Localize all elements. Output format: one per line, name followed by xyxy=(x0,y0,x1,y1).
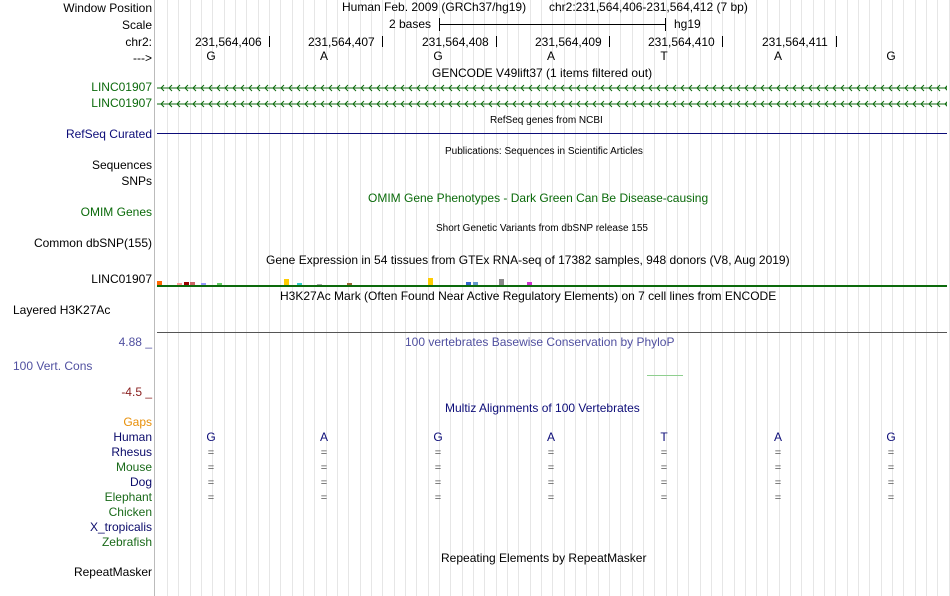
alignment-match: = xyxy=(660,462,668,474)
track-label-omim-genes[interactable]: OMIM Genes xyxy=(80,205,152,219)
species-label-chicken[interactable]: Chicken xyxy=(108,505,152,519)
alignment-match: = xyxy=(660,447,668,459)
strand-label[interactable]: ---> xyxy=(133,51,152,65)
repeatmasker-track-title: Repeating Elements by RepeatMasker xyxy=(441,551,647,565)
gtex-bar-graph[interactable] xyxy=(157,276,947,285)
alignment-base-human: T xyxy=(660,430,668,444)
species-label-zebrafish[interactable]: Zebrafish xyxy=(101,535,152,549)
species-label-gaps[interactable]: Gaps xyxy=(123,415,152,429)
ruler-position-label: 231,564,411 xyxy=(762,35,828,49)
ruler-position-label: 231,564,406 xyxy=(195,35,262,49)
alignment-match: = xyxy=(887,462,895,474)
scale-bar xyxy=(439,24,665,25)
assembly-text: Human Feb. 2009 (GRCh37/hg19) xyxy=(342,0,527,14)
track-label-100-vert-cons[interactable]: 100 Vert. Cons xyxy=(13,359,93,373)
species-label-elephant[interactable]: Elephant xyxy=(104,490,152,504)
phylop-max-label: 4.88 _ xyxy=(118,335,152,349)
track-label-refseq-curated[interactable]: RefSeq Curated xyxy=(65,127,152,141)
alignment-match: = xyxy=(547,477,555,489)
species-label-human[interactable]: Human xyxy=(113,430,152,444)
phylop-track-title: 100 vertebrates Basewise Conservation by PhyloP xyxy=(405,335,675,349)
scale-text: 2 bases xyxy=(389,17,432,31)
ruler-position-label: 231,564,410 xyxy=(648,35,715,49)
dna-base: A xyxy=(546,49,555,63)
species-label-dog[interactable]: Dog xyxy=(129,475,152,489)
alignment-match: = xyxy=(434,477,442,489)
gencode-track-title: GENCODE V49lift37 (1 items filtered out) xyxy=(432,66,653,80)
gtex-baseline xyxy=(157,285,947,287)
alignment-match: = xyxy=(320,492,328,504)
alignment-base-human: G xyxy=(886,430,896,444)
scale-bar-right-cap xyxy=(665,18,666,31)
species-label-rhesus[interactable]: Rhesus xyxy=(111,445,152,459)
omim-track-title: OMIM Gene Phenotypes - Dark Green Can Be Disease-causing xyxy=(368,191,709,205)
alignment-match: = xyxy=(434,492,442,504)
gtex-tissue-bar[interactable] xyxy=(428,278,433,285)
alignment-match: = xyxy=(547,462,555,474)
alignment-match: = xyxy=(547,492,555,504)
ruler-position-label: 231,564,407 xyxy=(308,35,375,49)
position-text: chr2:231,564,406-231,564,412 (7 bp) xyxy=(549,0,748,14)
ruler-tick xyxy=(609,36,610,47)
genome-browser-track-area[interactable] xyxy=(155,0,950,596)
alignment-match: = xyxy=(207,447,215,459)
dna-base: G xyxy=(433,49,443,63)
ruler-position-label: 231,564,408 xyxy=(422,35,489,49)
track-label-repeatmasker[interactable]: RepeatMasker xyxy=(73,565,152,579)
track-label-layered-h3k27ac[interactable]: Layered H3K27Ac xyxy=(13,303,111,317)
alignment-match: = xyxy=(660,492,668,504)
publications-track-title: Publications: Sequences in Scientific Articles xyxy=(445,146,643,157)
alignment-match: = xyxy=(320,462,328,474)
track-label-sequences[interactable]: Sequences xyxy=(91,158,152,172)
dna-base: G xyxy=(206,49,216,63)
dna-base: A xyxy=(319,49,328,63)
track-labels-panel xyxy=(0,0,154,596)
scale-label: Scale xyxy=(121,18,152,32)
h3k27ac-track-title: H3K27Ac Mark (Often Found Near Active Regulatory Elements) on 7 cell lines from ENCODE xyxy=(280,289,777,303)
dbsnp-track-title: Short Genetic Variants from dbSNP release 155 xyxy=(436,223,648,234)
ruler-tick xyxy=(836,36,837,47)
alignment-match: = xyxy=(774,462,782,474)
alignment-match: = xyxy=(887,447,895,459)
ruler-position-label: 231,564,409 xyxy=(535,35,602,49)
species-label-x-tropicalis[interactable]: X_tropicalis xyxy=(89,520,152,534)
refseq-gene-line[interactable] xyxy=(157,133,947,134)
multiz-track-title: Multiz Alignments of 100 Vertebrates xyxy=(445,401,640,415)
track-label-linc01907-2[interactable]: LINC01907 xyxy=(91,96,152,110)
alignment-base-human: G xyxy=(433,430,443,444)
linc01907-gene-2[interactable] xyxy=(157,100,947,108)
alignment-match: = xyxy=(774,477,782,489)
alignment-match: = xyxy=(774,492,782,504)
alignment-match: = xyxy=(660,477,668,489)
alignment-match: = xyxy=(434,462,442,474)
dna-base: A xyxy=(773,49,782,63)
alignment-base-human: A xyxy=(773,430,782,444)
species-label-mouse[interactable]: Mouse xyxy=(115,460,152,474)
track-label-snps[interactable]: SNPs xyxy=(121,174,152,188)
alignment-base-human: G xyxy=(206,430,216,444)
refseq-track-title: RefSeq genes from NCBI xyxy=(490,115,603,126)
alignment-match: = xyxy=(774,447,782,459)
scale-db-text: hg19 xyxy=(674,17,701,31)
phylop-signal[interactable] xyxy=(647,375,683,376)
alignment-match: = xyxy=(887,477,895,489)
track-label-linc01907-1[interactable]: LINC01907 xyxy=(91,80,152,94)
alignment-base-human: A xyxy=(546,430,555,444)
alignment-match: = xyxy=(320,477,328,489)
alignment-match: = xyxy=(320,447,328,459)
ruler-tick xyxy=(496,36,497,47)
alignment-match: = xyxy=(547,447,555,459)
ruler-tick xyxy=(722,36,723,47)
alignment-match: = xyxy=(207,462,215,474)
linc01907-gene-1[interactable] xyxy=(157,84,947,92)
alignment-base-human: A xyxy=(319,430,328,444)
ruler-tick xyxy=(382,36,383,47)
track-label-common-dbsnp[interactable]: Common dbSNP(155) xyxy=(33,236,152,250)
ruler-tick xyxy=(269,36,270,47)
track-label-gtex-linc01907[interactable]: LINC01907 xyxy=(91,272,152,286)
gtex-track-title: Gene Expression in 54 tissues from GTEx RNA-seq of 17382 samples, 948 donors (V8, Aug 2019) xyxy=(266,253,790,267)
chrom-label: chr2: xyxy=(125,35,152,49)
alignment-match: = xyxy=(887,492,895,504)
alignment-match: = xyxy=(207,477,215,489)
dna-base: T xyxy=(660,49,668,63)
window-position-label: Window Position xyxy=(63,1,152,15)
phylop-min-label: -4.5 _ xyxy=(121,385,152,399)
alignment-match: = xyxy=(207,492,215,504)
alignment-match: = xyxy=(434,447,442,459)
h3k27ac-baseline xyxy=(157,332,947,333)
scale-bar-left-cap xyxy=(439,18,440,31)
dna-base: G xyxy=(886,49,896,63)
